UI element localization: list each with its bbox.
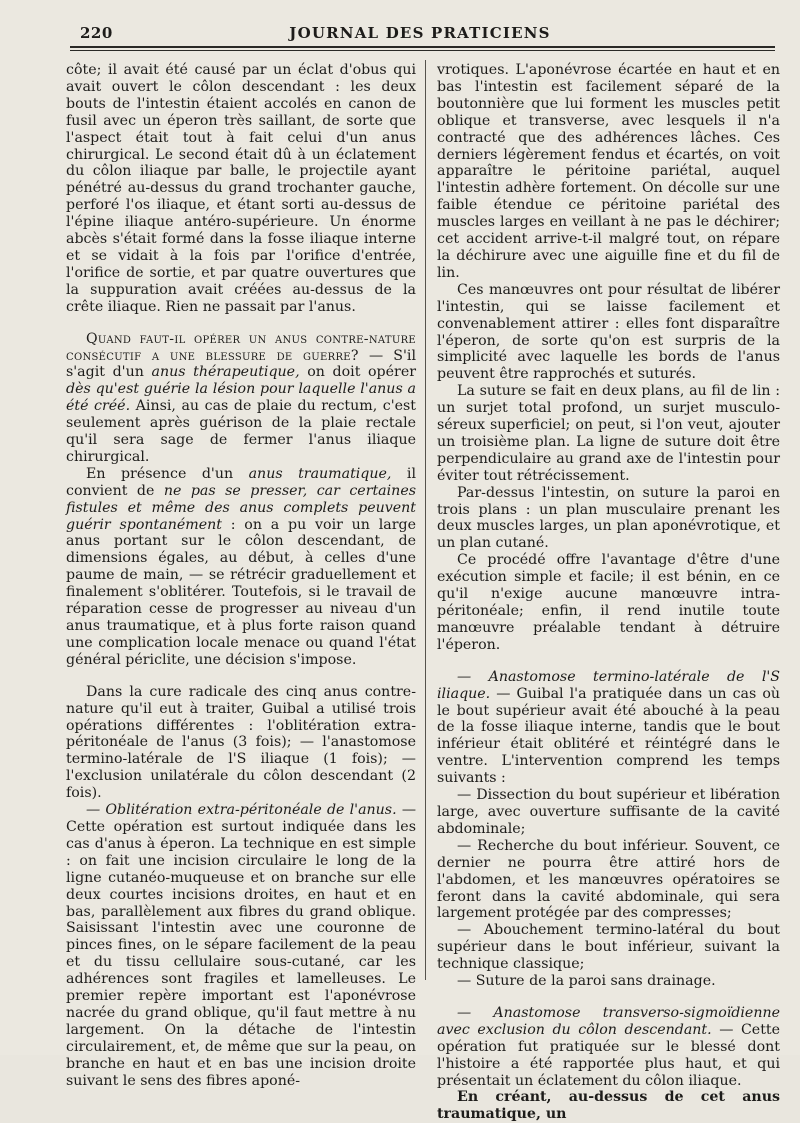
left-column [66, 62, 416, 1089]
paragraph: Quand faut-il opérer un anus contre-nature consécutif a une blessure de guerre? — S'il s'agit d'un anus thérapeutique, on doit opérer dès qu'est guérie la lésion pour laquelle l'anus a été créé. Ainsi, au cas de plaie du rectum, c'est seulement après guérison de la plaie rectale qu'il sera sage de fermer l'anus iliaque chirurgical. [66, 330, 416, 465]
paragraph: Par-dessus l'intestin, on suture la paroi en trois plans : un plan musculaire prenant les deux muscles larges, un plan aponévrotique, et un plan cutané. [437, 484, 780, 552]
paragraph: En créant, au-dessus de cet anus traumatique, un [437, 1089, 780, 1123]
header-rule-thin [70, 50, 775, 51]
subsection-heading: — Oblitération extra-péritonéale de l'anus. [86, 802, 397, 819]
subsection-heading: — Anastomose termino-latérale de l'S iliaque. [437, 668, 780, 702]
page-header [0, 0, 800, 44]
paragraph: Dans la cure radicale des cinq anus contre-nature qu'il eut à traiter, Guibal a utilisé trois opérations différentes : l'oblitération extra-péritonéale de l'anus (3 fois); — l'anastomose termino-latérale de l'S iliaque (1 fois); — l'exclusion unilatérale du côlon descendant (2 fois). [66, 683, 416, 802]
journal-title: JOURNAL DES PRATICIENS [289, 24, 551, 42]
paragraph: côte; il avait été causé par un éclat d'obus qui avait ouvert le côlon descendant : les deux bouts de l'intestin étaient accolés en canon de fusil avec un éperon très saillant, de sorte que l'aspect était tout à fait celui d'un anus chirurgical. Le second était dû à un éclatement du côlon iliaque par balle, le projectile ayant pénétré au-dessus du grand trochanter gauche, perforé l'os iliaque, et étant sorti au-dessus de l'épine iliaque antéro-supérieure. Un énorme abcès s'était formé dans la fosse iliaque interne et se vidait à la fois par l'orifice d'entrée, l'orifice de sortie, et par quatre ouvertures que la suppuration avait créées au-dessus de la crête iliaque. Rien ne passait par l'anus. [66, 62, 416, 315]
right-column [437, 62, 780, 1123]
header-rule [70, 46, 775, 48]
section-heading: Quand faut-il opérer un anus contre-nature consécutif a une blessure de guerre? [66, 330, 416, 364]
paragraph: Ce procédé offre l'avantage d'être d'une exécution simple et facile; il est bénin, en ce qu'il n'exige aucune manœuvre intra-péritonéale; enfin, il rend inutile toute manœuvre préalable tendant à détruire l'éperon. [437, 552, 780, 653]
step-item: — Dissection du bout supérieur et libération large, avec ouverture suffisante de la cavité abdominale; [437, 787, 780, 837]
step-item: — Recherche du bout inférieur. Souvent, ce dernier ne pourra être attiré hors de l'abdomen, et les manœuvres opératoires se feront dans la cavité abdominale, qui sera largement protégée par des compresses; [437, 837, 780, 922]
page-number: 220 [80, 24, 113, 42]
paragraph: vrotiques. L'aponévrose écartée en haut et en bas l'intestin est facilement séparé de la boutonnière que lui forment les muscles petit oblique et transverse, avec lesquels il n'a contracté que des adhérences lâches. Ces derniers légèrement fendus et écartés, on voit apparaître le péritoine pariétal, auquel l'intestin adhère fortement. On décolle sur une faible étendue ce péritoine pariétal des muscles larges en veillant à ne pas le déchirer; cet accident arrive-t-il malgré tout, on répare la déchirure avec une aiguille fine et du fil de lin. [437, 62, 780, 281]
paragraph: En présence d'un anus traumatique, il convient de ne pas se presser, car certaines fistules et même des anus complets peuvent guérir spontanément : on a pu voir un large anus portant sur le côlon descendant, de dimensions égales, au début, à celles d'une paume de main, — se rétrécir graduellement et finalement s'oblitérer. Toutefois, si le travail de réparation cesse de progresser au niveau d'un anus traumatique, et à plus forte raison quand une complication locale menace ou quand l'état général périclite, une décision s'impose. [66, 465, 416, 668]
subsection-heading: — Anastomose transverso-sigmoïdienne avec exclusion du côlon descendant. [437, 1004, 780, 1038]
paragraph: Ces manœuvres ont pour résultat de libérer l'intestin, qui se laisse facilement et convenablement attirer : elles font disparaître l'éperon, de sorte qu'on est surpris de la simplicité avec laquelle les bords de l'anus peuvent être rapprochés et suturés. [437, 281, 780, 383]
column-separator [425, 60, 426, 980]
step-item: — Suture de la paroi sans drainage. [457, 973, 716, 990]
paragraph: — Anastomose transverso-sigmoïdienne avec exclusion du côlon descendant. — Cette opération fut pratiquée sur le blessé dont l'histoire a été rapportée plus haut, et qui présentait un éclatement du côlon iliaque. [437, 1004, 781, 1089]
paragraph: — Anastomose termino-latérale de l'S iliaque. — Guibal l'a pratiquée dans un cas où le bout supérieur avait été abouché à la peau de la fosse iliaque interne, tandis que le bout inférieur était oblitéré et réintégré dans le ventre. L'intervention comprend les temps suivants : [437, 668, 780, 787]
step-item: — Abouchement termino-latéral du bout supérieur dans le bout inférieur, suivant la technique classique; [437, 922, 780, 973]
paragraph: — Oblitération extra-péritonéale de l'anus. — Cette opération est surtout indiquée dans les cas d'anus à éperon. La technique en est simple : on fait une incision circulaire le long de la ligne cutanéo-muqueuse et on branche sur elle deux courtes incisions droites, en haut et en bas, parallèlement aux fibres du grand oblique. Saisissant l'intestin avec une couronne de pinces fines, on le sépare facilement de la peau et du tissu cellulaire sous-cutané, car les adhérences sont fragiles et lamelleuses. Le premier repère important est l'aponévrose nacrée du grand oblique, qu'il faut mettre à nu largement. On la détache de l'intestin circulairement, et, de même que sur la peau, on branche en haut et en bas une incision droite suivant le sens des fibres aponé- [66, 802, 417, 1089]
paragraph: La suture se fait en deux plans, au fil de lin : un surjet total profond, un surjet musculo-séreux superficiel; on peut, si l'on veut, ajouter un troisième plan. La ligne de suture doit être perpendiculaire au grand axe de l'intestin pour éviter tout rétrécissement. [437, 383, 780, 484]
